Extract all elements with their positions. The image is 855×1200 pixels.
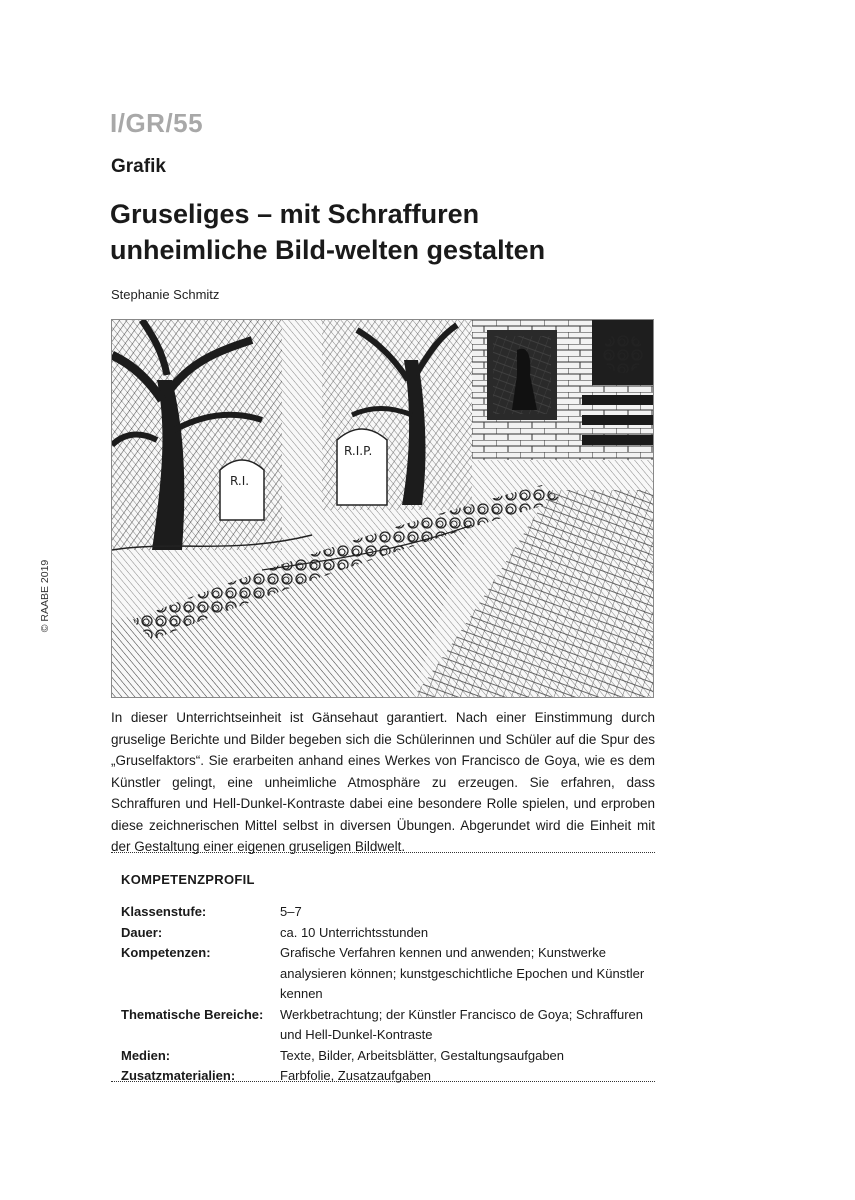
profile-label: Zusatzmaterialien: bbox=[121, 1068, 236, 1083]
tombstone-right-text: R.I.P. bbox=[344, 444, 373, 458]
tombstone-left-text: R.I. bbox=[230, 474, 250, 488]
profile-row bbox=[121, 1005, 651, 1046]
author-name: Stephanie Schmitz bbox=[111, 287, 220, 302]
profile-label: Kompetenzen: bbox=[121, 945, 211, 960]
profile-value: Grafische Verfahren kennen und anwenden; Kunstwerke analysieren können; kunstgeschichtliche Epochen und Künstler kennen bbox=[280, 945, 645, 1001]
profile-row bbox=[121, 902, 651, 923]
profile-row bbox=[121, 1046, 651, 1067]
profile-label: Medien: bbox=[121, 1047, 171, 1063]
dotted-divider-top bbox=[111, 852, 655, 853]
profile-row bbox=[121, 1066, 651, 1087]
copyright-notice: © RAABE 2019 bbox=[39, 559, 51, 633]
profile-value: ca. 10 Unterrichtsstunden bbox=[280, 924, 429, 940]
subject-label: Grafik bbox=[111, 156, 166, 177]
competence-profile bbox=[121, 872, 651, 1087]
profile-value: Farbfolie, Zusatzaufgaben bbox=[280, 1068, 432, 1083]
profile-label: Thematische Bereiche: bbox=[121, 1006, 264, 1022]
profile-value: 5–7 bbox=[280, 904, 302, 919]
intro-paragraph: In dieser Unterrichtseinheit ist Gänsehaut garantiert. Nach einer Einstimmung durch gruselige Berichte und Bilder begeben sich die Schülerinnen und Schüler auf die Spur des „Gruselfaktors“. Sie erarbeiten anhand eines Werkes von Francisco de Goya, wie es dem Künstler gelingt, eine unheimliche Atmosphäre zu erzeugen. Sie erfahren, dass Schraffuren und Hell-Dunkel-Kontraste dabei eine besondere Rolle spielen, und erproben diese zeichnerischen Mittel selbst in diversen Übungen. Abgerundet wird die Einheit mit der Gestaltung einer eigenen gruseligen Bildwelt. bbox=[111, 710, 655, 854]
profile-row bbox=[121, 923, 651, 944]
profile-row bbox=[121, 943, 651, 1005]
profile-value: Texte, Bilder, Arbeitsblätter, Gestaltungsaufgaben bbox=[280, 1047, 565, 1063]
dotted-divider-bottom bbox=[111, 1081, 655, 1082]
profile-label: Klassenstufe: bbox=[121, 904, 207, 919]
profile-label: Dauer: bbox=[121, 924, 163, 940]
profile-value: Werkbetrachtung; der Künstler Francisco de Goya; Schraffuren und Hell-Dunkel-Kontraste bbox=[280, 1006, 643, 1042]
document-code: I/GR/55 bbox=[110, 108, 204, 138]
profile-heading: KOMPETENZPROFIL bbox=[121, 872, 255, 887]
graveyard-illustration bbox=[111, 319, 654, 698]
page-title: Gruseliges – mit Schraffuren unheimliche Bild-welten gestalten bbox=[110, 199, 546, 265]
